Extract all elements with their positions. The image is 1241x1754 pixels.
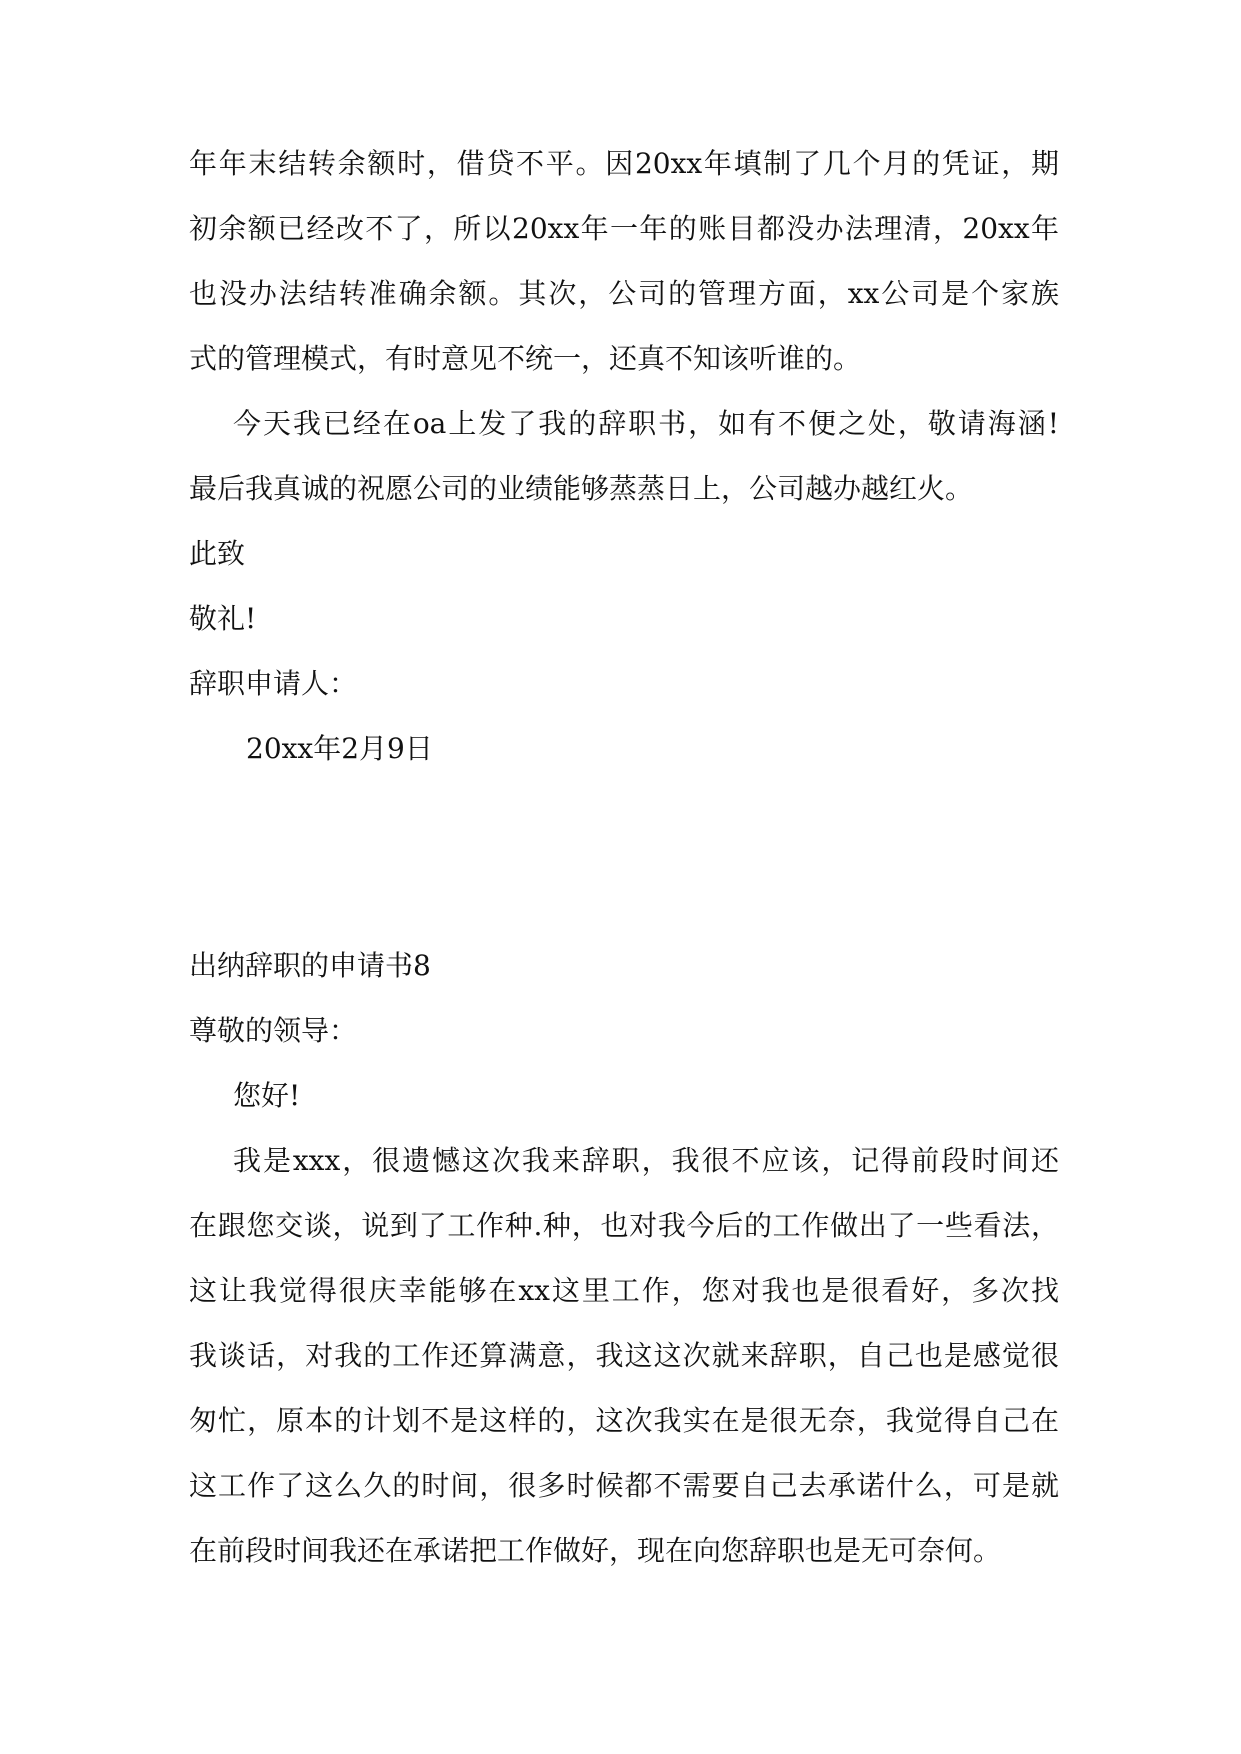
paragraph-line: 年年末结转余额时，借贷不平。因20xx年填制了几个月的凭证，期 xyxy=(189,147,1059,180)
closing-text: 此致 xyxy=(189,537,246,570)
signature-label: 辞职申请人： xyxy=(189,667,358,700)
paragraph-line: 匆忙，原本的计划不是这样的，这次我实在是很无奈，我觉得自己在 xyxy=(189,1404,1059,1437)
paragraph-line: 式的管理模式，有时意见不统一，还真不知该听谁的。 xyxy=(189,342,862,375)
paragraph-line: 在前段时间我还在承诺把工作做好，现在向您辞职也是无可奈何。 xyxy=(189,1534,1002,1567)
paragraph-line: 初余额已经改不了，所以20xx年一年的账目都没办法理清，20xx年 xyxy=(189,212,1059,245)
paragraph-line: 我是xxx，很遗憾这次我来辞职，我很不应该，记得前段时间还 xyxy=(233,1144,1059,1177)
paragraph-line: 今天我已经在oa上发了我的辞职书，如有不便之处，敬请海涵! xyxy=(233,407,1059,440)
letter-date: 20xx年2月9日 xyxy=(246,732,433,765)
greeting-text: 您好! xyxy=(233,1079,301,1112)
paragraph-line: 这工作了这么久的时间，很多时候都不需要自己去承诺什么，可是就 xyxy=(189,1469,1059,1502)
salutation-text: 尊敬的领导： xyxy=(189,1014,358,1047)
paragraph-line: 最后我真诚的祝愿公司的业绩能够蒸蒸日上，公司越办越红火。 xyxy=(189,472,974,505)
letter-body-continued xyxy=(189,131,1059,781)
letter-8 xyxy=(189,933,1059,1583)
paragraph-line: 在跟您交谈，说到了工作种.种，也对我今后的工作做出了一些看法， xyxy=(189,1209,1059,1242)
paragraph-line: 这让我觉得很庆幸能够在xx这里工作，您对我也是很看好，多次找 xyxy=(189,1274,1059,1307)
paragraph-line: 也没办法结转准确余额。其次，公司的管理方面，xx公司是个家族 xyxy=(189,277,1059,310)
paragraph-line: 我谈话，对我的工作还算满意，我这这次就来辞职，自己也是感觉很 xyxy=(189,1339,1059,1372)
salute-text: 敬礼! xyxy=(189,602,257,635)
letter-title: 出纳辞职的申请书8 xyxy=(189,949,431,982)
